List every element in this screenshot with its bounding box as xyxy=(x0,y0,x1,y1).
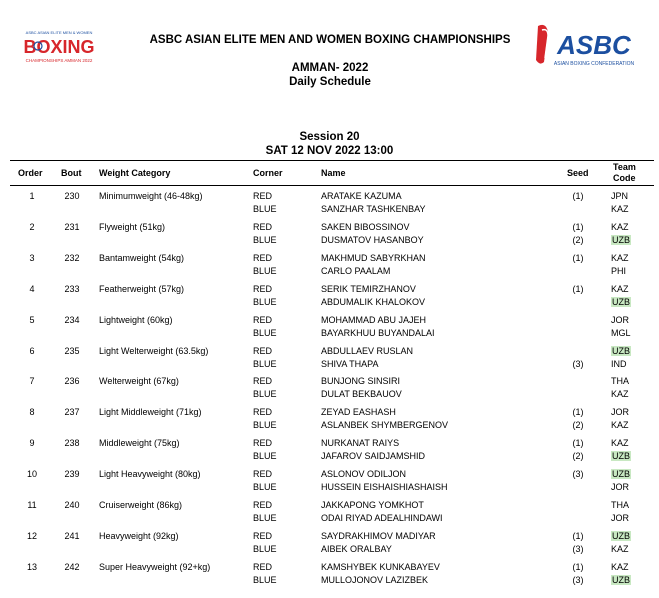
corner-red-cell: RED xyxy=(253,500,273,510)
red-team-code: JPN xyxy=(611,191,629,201)
corner-blue-cell: BLUE xyxy=(253,358,277,369)
red-team-code: UZB xyxy=(612,345,630,356)
corner-red-cell: RED xyxy=(253,469,273,480)
corner-blue-cell: BLUE xyxy=(253,574,277,585)
corner-blue-cell: BLUE xyxy=(253,327,277,338)
blue-boxer-name: ABDUMALIK KHALOKOV xyxy=(321,296,426,307)
red-team-code: JOR xyxy=(611,314,629,325)
blue-seed: (2) xyxy=(572,420,584,431)
red-seed: (1) xyxy=(572,561,584,572)
order-cell: 2 xyxy=(29,221,35,232)
blue-boxer-name: ODAI RIYAD ADEALHINDAWI xyxy=(321,513,443,523)
red-team-code: KAZ xyxy=(611,221,629,232)
red-boxer-name: SAYDRAKHIMOV MADIYAR xyxy=(321,530,436,541)
corner-blue-cell: BLUE xyxy=(253,204,277,214)
red-seed: (1) xyxy=(572,407,584,418)
blue-boxer-name: DULAT BEKBAUOV xyxy=(321,389,402,400)
bout-cell: 237 xyxy=(64,407,80,418)
weight-category-cell: Light Welterweight (63.5kg) xyxy=(99,345,209,356)
order-cell: 3 xyxy=(29,252,35,263)
red-team-code: KAZ xyxy=(611,283,629,294)
order-cell: 5 xyxy=(29,314,35,325)
corner-red-cell: RED xyxy=(253,191,273,201)
bout-cell: 240 xyxy=(64,500,80,510)
blue-team-code: UZB xyxy=(612,451,630,462)
document-title: ASBC ASIAN ELITE MEN AND WOMEN BOXING CHAMPIONSHIPS xyxy=(149,34,511,46)
blue-seed: (3) xyxy=(572,543,584,554)
order-cell: 7 xyxy=(29,376,35,387)
bout-cell: 233 xyxy=(64,283,80,294)
header-order: Order xyxy=(18,168,43,178)
bout-cell: 242 xyxy=(64,561,80,572)
weight-category-cell: Flyweight (51kg) xyxy=(99,221,166,232)
header-weight: Weight Category xyxy=(99,168,171,178)
header-corner: Corner xyxy=(253,168,283,178)
weight-category-cell: Light Middleweight (71kg) xyxy=(99,407,202,418)
blue-team-code: KAZ xyxy=(611,420,629,431)
blue-boxer-name: BAYARKHUU BUYANDALAI xyxy=(321,327,435,338)
corner-blue-cell: BLUE xyxy=(253,389,277,400)
blue-boxer-name: ASLANBEK SHYMBERGENOV xyxy=(321,420,449,431)
corner-blue-cell: BLUE xyxy=(253,234,277,245)
asbc-logo-text: ASBC xyxy=(557,30,631,60)
order-cell: 11 xyxy=(27,500,37,510)
bout-cell: 235 xyxy=(64,345,80,356)
blue-team-code: MGL xyxy=(611,327,631,338)
weight-category-cell: Minimumweight (46-48kg) xyxy=(99,191,203,201)
bout-cell: 238 xyxy=(64,438,80,449)
red-boxer-name: BUNJONG SINSIRI xyxy=(321,376,401,387)
blue-boxer-name: AIBEK ORALBAY xyxy=(321,543,392,554)
logo-top-text: ASBC ASIAN ELITE MEN & WOMEN xyxy=(25,30,93,35)
blue-team-code: JOR xyxy=(611,482,629,493)
corner-blue-cell: BLUE xyxy=(253,420,277,431)
blue-boxer-name: SANZHAR TASHKENBAY xyxy=(321,204,426,214)
red-team-code: KAZ xyxy=(611,252,629,263)
blue-seed: (3) xyxy=(572,574,584,585)
blue-boxer-name: CARLO PAALAM xyxy=(321,265,391,276)
bout-cell: 230 xyxy=(64,191,80,201)
corner-red-cell: RED xyxy=(253,438,273,449)
red-boxer-name: ZEYAD EASHASH xyxy=(321,407,396,418)
corner-red-cell: RED xyxy=(253,221,273,232)
order-cell: 9 xyxy=(29,438,35,449)
table-row xyxy=(0,284,659,314)
table-row xyxy=(0,438,659,468)
document-subtitle: AMMAN- 2022 xyxy=(291,62,369,74)
blue-boxer-name: MULLOJONOV LAZIZBEK xyxy=(321,574,429,585)
red-seed: (1) xyxy=(572,191,584,201)
bout-cell: 231 xyxy=(64,221,80,232)
asbc-logo-subtext: ASIAN BOXING CONFEDERATION xyxy=(553,61,635,67)
blue-team-code: UZB xyxy=(612,234,630,245)
session-datetime: SAT 12 NOV 2022 13:00 xyxy=(265,145,394,157)
corner-red-cell: RED xyxy=(253,345,273,356)
blue-team-code: KAZ xyxy=(611,204,629,214)
weight-category-cell: Bantamweight (54kg) xyxy=(99,252,185,263)
blue-seed: (3) xyxy=(572,358,584,369)
red-boxer-name: ARATAKE KAZUMA xyxy=(321,191,402,201)
table-row xyxy=(0,315,659,345)
corner-blue-cell: BLUE xyxy=(253,296,277,307)
table-row xyxy=(0,500,659,530)
corner-blue-cell: BLUE xyxy=(253,451,277,462)
red-boxer-name: ABDULLAEV RUSLAN xyxy=(321,345,414,356)
corner-blue-cell: BLUE xyxy=(253,543,277,554)
red-boxer-name: MAKHMUD SABYRKHAN xyxy=(321,252,426,263)
table-row xyxy=(0,346,659,376)
weight-category-cell: Cruiserweight (86kg) xyxy=(99,500,183,510)
blue-boxer-name: JAFAROV SAIDJAMSHID xyxy=(321,451,426,462)
red-boxer-name: SAKEN BIBOSSINOV xyxy=(321,221,410,232)
blue-boxer-name: SHIVA THAPA xyxy=(321,358,379,369)
blue-team-code: PHI xyxy=(611,265,627,276)
blue-team-code: JOR xyxy=(611,513,629,523)
weight-category-cell: Middleweight (75kg) xyxy=(99,438,180,449)
corner-blue-cell: BLUE xyxy=(253,513,277,523)
red-team-code: KAZ xyxy=(611,561,629,572)
table-row xyxy=(0,531,659,561)
logo-main-text: BOXING xyxy=(23,37,95,57)
bout-cell: 241 xyxy=(64,530,80,541)
blue-team-code: KAZ xyxy=(611,543,629,554)
blue-boxer-name: DUSMATOV HASANBOY xyxy=(321,234,424,245)
header-name: Name xyxy=(321,168,346,178)
corner-red-cell: RED xyxy=(253,252,273,263)
red-boxer-name: SERIK TEMIRZHANOV xyxy=(321,283,416,294)
corner-red-cell: RED xyxy=(253,561,273,572)
order-cell: 10 xyxy=(26,469,37,480)
blue-seed: (2) xyxy=(572,234,584,245)
bout-cell: 234 xyxy=(64,314,80,325)
red-seed: (3) xyxy=(572,469,584,480)
corner-blue-cell: BLUE xyxy=(253,482,277,493)
asbc-logo xyxy=(532,20,644,74)
header-seed: Seed xyxy=(567,168,589,178)
table-row xyxy=(0,191,659,221)
table-row xyxy=(0,562,659,592)
red-seed: (1) xyxy=(572,283,584,294)
weight-category-cell: Lightweight (60kg) xyxy=(99,314,173,325)
red-team-code: UZB xyxy=(612,530,630,541)
red-team-code: KAZ xyxy=(611,438,629,449)
table-row xyxy=(0,469,659,499)
corner-red-cell: RED xyxy=(253,283,273,294)
weight-category-cell: Light Heavyweight (80kg) xyxy=(99,469,201,480)
corner-blue-cell: BLUE xyxy=(253,265,277,276)
blue-team-code: UZB xyxy=(612,296,630,307)
document-subtitle-2: Daily Schedule xyxy=(289,76,371,88)
red-team-code: UZB xyxy=(612,469,630,480)
weight-category-cell: Welterweight (67kg) xyxy=(99,376,179,387)
table-row xyxy=(0,376,659,406)
blue-team-code: IND xyxy=(611,358,627,369)
red-seed: (1) xyxy=(572,530,584,541)
weight-category-cell: Super Heavyweight (92+kg) xyxy=(99,561,211,572)
red-boxer-name: KAMSHYBEK KUNKABAYEV xyxy=(321,561,440,572)
table-row xyxy=(0,222,659,252)
red-boxer-name: JAKKAPONG YOMKHOT xyxy=(321,500,424,510)
red-seed: (1) xyxy=(572,252,584,263)
red-boxer-name: MOHAMMAD ABU JAJEH xyxy=(321,314,427,325)
table-row xyxy=(0,407,659,437)
blue-boxer-name: HUSSEIN EISHAISHIASHAISH xyxy=(321,482,448,493)
championship-logo xyxy=(18,28,100,72)
red-seed: (1) xyxy=(572,438,584,449)
order-cell: 4 xyxy=(29,283,35,294)
order-cell: 13 xyxy=(26,561,37,572)
order-cell: 8 xyxy=(29,407,35,418)
bout-cell: 236 xyxy=(64,376,80,387)
corner-red-cell: RED xyxy=(253,314,273,325)
table-header xyxy=(10,160,654,186)
blue-seed: (2) xyxy=(572,451,584,462)
corner-red-cell: RED xyxy=(253,530,273,541)
header-team: Team Code xyxy=(613,162,636,183)
bout-cell: 232 xyxy=(64,252,80,263)
red-team-code: JOR xyxy=(611,407,629,418)
order-cell: 1 xyxy=(29,191,35,201)
header-bout: Bout xyxy=(61,168,82,178)
session-label: Session 20 xyxy=(299,131,360,143)
bout-cell: 239 xyxy=(64,469,80,480)
red-team-code: THA xyxy=(611,500,629,510)
weight-category-cell: Featherweight (57kg) xyxy=(99,283,185,294)
corner-red-cell: RED xyxy=(253,376,273,387)
logo-bottom-text: CHAMPIONSHIPS AMMAN 2022 xyxy=(25,58,93,63)
corner-red-cell: RED xyxy=(253,407,273,418)
red-boxer-name: NURKANAT RAIYS xyxy=(321,438,400,449)
table-row xyxy=(0,253,659,283)
red-seed: (1) xyxy=(572,221,584,232)
order-cell: 12 xyxy=(26,530,37,541)
order-cell: 6 xyxy=(29,345,35,356)
weight-category-cell: Heavyweight (92kg) xyxy=(99,530,179,541)
red-team-code: THA xyxy=(611,376,629,387)
blue-team-code: UZB xyxy=(612,574,630,585)
red-boxer-name: ASLONOV ODILJON xyxy=(321,469,407,480)
blue-team-code: KAZ xyxy=(611,389,629,400)
